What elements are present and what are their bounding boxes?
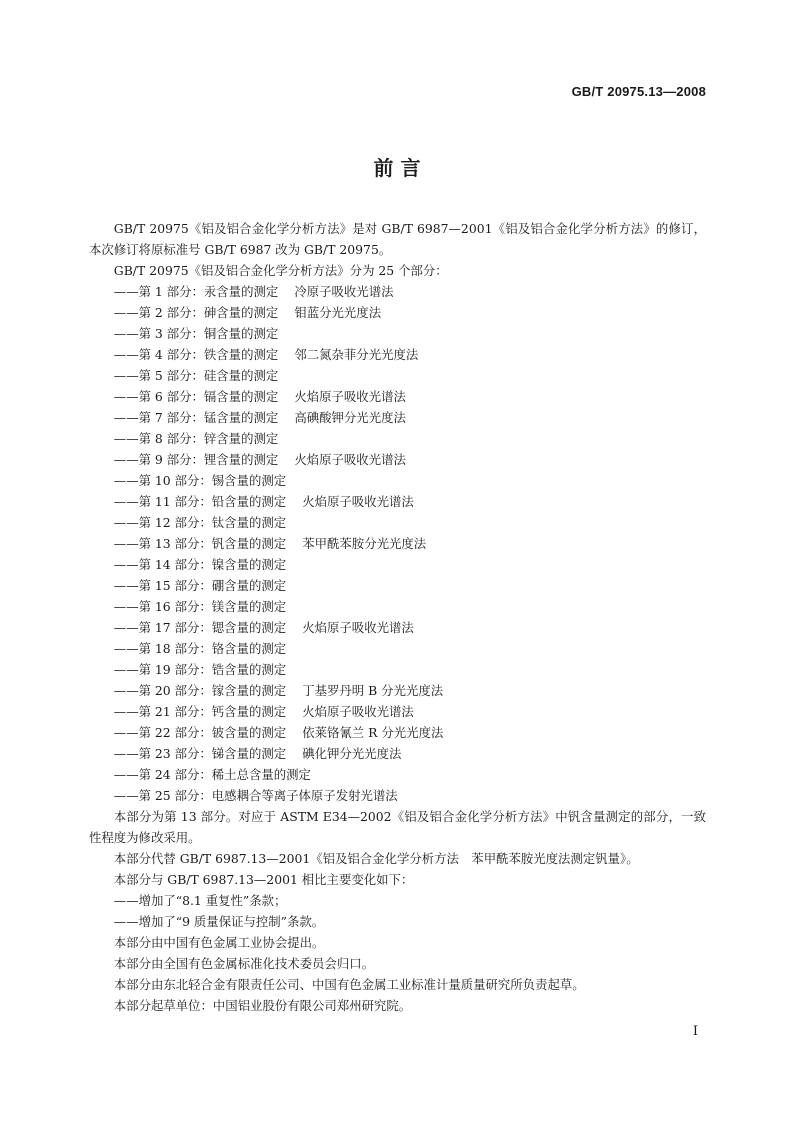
part-list-item	[89, 533, 706, 554]
part-list-item	[89, 302, 706, 323]
part-list-item	[89, 638, 706, 659]
part-label: ——第 23 部分：锑含量的测定	[113, 746, 287, 761]
part-label: ——第 20 部分：镓含量的测定	[113, 683, 287, 698]
part-list-item	[89, 617, 706, 638]
part-label: ——第 15 部分：硼含量的测定	[113, 578, 287, 593]
part-method: 依莱铬氰兰 R 分光光度法	[302, 725, 444, 740]
part-method: 邻二氮杂菲分光光度法	[294, 347, 419, 362]
part-label: ——第 8 部分：锌含量的测定	[113, 431, 279, 446]
part-label: ——第 24 部分：稀土总含量的测定	[113, 767, 311, 782]
body-paragraph: 本部分与 GB/T 6987.13—2001 相比主要变化如下：	[113, 872, 414, 887]
part-list-item	[89, 449, 706, 470]
part-list-item	[89, 407, 706, 428]
part-label: ——第 22 部分：铍含量的测定	[113, 725, 287, 740]
part-method: 钼蓝分光光度法	[294, 305, 382, 320]
part-method: 碘化钾分光光度法	[302, 746, 402, 761]
page-number: I	[692, 1024, 698, 1039]
closing-paragraph: 本部分起草单位：中国铝业股份有限公司郑州研究院。	[113, 998, 412, 1013]
part-list-item	[89, 764, 706, 785]
part-list-item	[89, 575, 706, 596]
closing-paragraph: 本部分由中国有色金属工业协会提出。	[113, 935, 325, 950]
part-method: 火焰原子吸收光谱法	[302, 620, 414, 635]
part-label: ——第 13 部分：钒含量的测定	[113, 536, 287, 551]
change-item: ——增加了“8.1 重复性”条款；	[113, 893, 287, 908]
part-list-item	[89, 722, 706, 743]
part-list-item	[89, 596, 706, 617]
part-label: ——第 17 部分：锶含量的测定	[113, 620, 287, 635]
part-label: ——第 4 部分：铁含量的测定	[113, 347, 279, 362]
part-label: ——第 18 部分：铬含量的测定	[113, 641, 287, 656]
part-list-item	[89, 512, 706, 533]
part-label: ——第 19 部分：锆含量的测定	[113, 662, 287, 677]
part-list-item	[89, 680, 706, 701]
body-paragraph: 本部分代替 GB/T 6987.13—2001《铝及铝合金化学分析方法 苯甲酰苯胺光度法测定钒量》。	[113, 851, 639, 866]
part-label: ——第 5 部分：硅含量的测定	[113, 368, 279, 383]
part-list-item	[89, 323, 706, 344]
part-method: 苯甲酰苯胺分光光度法	[302, 536, 427, 551]
part-label: ——第 9 部分：锂含量的测定	[113, 452, 279, 467]
body-paragraph: 本部分为第 13 部分。对应于 ASTM E34—2002《铝及铝合金化学分析方法》中钒含量测定的部分，一致性程度为修改采用。	[89, 809, 706, 845]
part-method: 火焰原子吸收光谱法	[294, 389, 406, 404]
closing-paragraph: 本部分由东北轻合金有限责任公司、中国有色金属工业标准计量质量研究所负责起草。	[113, 977, 585, 992]
part-list-item	[89, 428, 706, 449]
intro-paragraph: GB/T 20975《铝及铝合金化学分析方法》分为 25 个部分：	[113, 263, 448, 278]
part-label: ——第 7 部分：锰含量的测定	[113, 410, 279, 425]
part-label: ——第 12 部分：钛含量的测定	[113, 515, 287, 530]
parts-list	[89, 281, 706, 806]
part-method: 火焰原子吸收光谱法	[294, 452, 406, 467]
part-label: ——第 3 部分：铜含量的测定	[113, 326, 279, 341]
intro-paragraph: GB/T 20975《铝及铝合金化学分析方法》是对 GB/T 6987—2001《铝及铝合金化学分析方法》的修订，本次修订将原标准号 GB/T 6987 改为 GB/T 20975。	[89, 221, 706, 257]
part-label: ——第 25 部分：电感耦合等离子体原子发射光谱法	[113, 788, 398, 803]
part-list-item	[89, 701, 706, 722]
part-label: ——第 14 部分：镍含量的测定	[113, 557, 287, 572]
part-label: ——第 11 部分：铅含量的测定	[113, 494, 287, 509]
part-method: 火焰原子吸收光谱法	[302, 704, 414, 719]
part-list-item	[89, 470, 706, 491]
part-label: ——第 16 部分：镁含量的测定	[113, 599, 287, 614]
change-item: ——增加了“9 质量保证与控制”条款。	[113, 914, 325, 929]
part-list-item	[89, 365, 706, 386]
part-list-item	[89, 281, 706, 302]
part-method: 高碘酸钾分光光度法	[294, 410, 406, 425]
part-label: ——第 10 部分：锡含量的测定	[113, 473, 287, 488]
part-label: ——第 21 部分：钙含量的测定	[113, 704, 287, 719]
part-method: 丁基罗丹明 B 分光光度法	[302, 683, 444, 698]
part-list-item	[89, 659, 706, 680]
closing-paragraph: 本部分由全国有色金属标准化技术委员会归口。	[113, 956, 374, 971]
part-method: 冷原子吸收光谱法	[294, 284, 394, 299]
part-label: ——第 1 部分：汞含量的测定	[113, 284, 279, 299]
part-list-item	[89, 491, 706, 512]
part-list-item	[89, 743, 706, 764]
part-list-item	[89, 386, 706, 407]
page-title: 前 言	[373, 156, 421, 180]
part-method: 火焰原子吸收光谱法	[302, 494, 414, 509]
part-list-item	[89, 554, 706, 575]
document-body	[89, 218, 706, 1016]
standard-number: GB/T 20975.13—2008	[571, 84, 706, 99]
part-label: ——第 6 部分：镉含量的测定	[113, 389, 279, 404]
part-label: ——第 2 部分：砷含量的测定	[113, 305, 279, 320]
part-list-item	[89, 344, 706, 365]
part-list-item	[89, 785, 706, 806]
